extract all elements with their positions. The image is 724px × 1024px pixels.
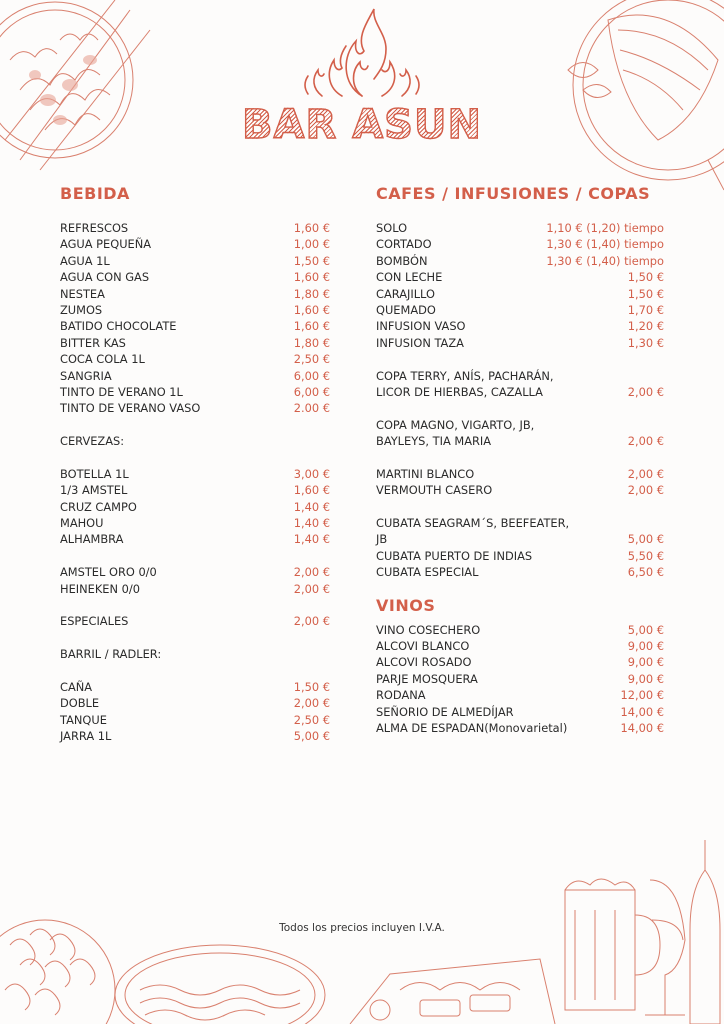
item-name: ALCOVI ROSADO xyxy=(376,655,472,670)
menu-row xyxy=(60,679,330,695)
item-price: 1,30 € (1,40) tiempo xyxy=(546,237,664,252)
item-name: SOLO xyxy=(376,221,408,235)
item-name: CUBATA ESPECIAL xyxy=(376,565,479,580)
item-price: 1,60 € xyxy=(293,483,330,498)
item-name: NESTEA xyxy=(60,286,105,301)
item-name: AMSTEL ORO 0/0 xyxy=(60,565,157,580)
menu-row xyxy=(376,368,664,384)
brand-name: BAR ASUN xyxy=(242,102,482,148)
seafood-illustration xyxy=(0,895,120,1024)
menu-row xyxy=(376,433,664,449)
item-name: 1/3 AMSTEL xyxy=(60,483,128,498)
bebida-list xyxy=(60,220,330,745)
menu-row xyxy=(60,449,330,465)
item-price: 1,00 € xyxy=(293,237,330,252)
item-price: 14,00 € xyxy=(620,720,664,735)
item-name: MARTINI BLANCO xyxy=(376,466,475,481)
item-name: HEINEKEN 0/0 xyxy=(60,581,140,596)
item-name: SANGRIA xyxy=(60,368,112,383)
menu-row xyxy=(376,417,664,433)
menu-row xyxy=(60,712,330,728)
item-name: VINO COSECHERO xyxy=(376,622,481,637)
menu-row xyxy=(60,335,330,351)
menu-row xyxy=(60,253,330,269)
item-price: 1,30 € xyxy=(627,335,664,350)
item-price: 6,00 € xyxy=(293,384,330,399)
fish-plate-illustration xyxy=(548,0,724,195)
item-name: JB xyxy=(376,532,388,547)
item-name: AGUA CON GAS xyxy=(60,270,150,285)
item-price: 5,00 € xyxy=(627,532,664,547)
item-price: 1,50 € xyxy=(293,253,330,268)
item-price: 1,40 € xyxy=(293,532,330,547)
cafes-title: CAFES / INFUSIONES / COPAS xyxy=(376,184,651,203)
item-price: 1,20 € xyxy=(627,319,664,334)
item-name: BARRIL / RADLER: xyxy=(60,647,162,662)
menu-row xyxy=(60,531,330,547)
cafes-list xyxy=(376,220,664,581)
menu-row xyxy=(60,466,330,482)
item-price xyxy=(604,499,664,515)
item-price: 5,00 € xyxy=(293,729,330,744)
vinos-list xyxy=(376,622,664,737)
menu-row xyxy=(60,433,330,449)
item-name: CUBATA PUERTO DE INDIAS xyxy=(376,548,533,563)
vinos-section xyxy=(376,595,664,737)
menu-row xyxy=(60,417,330,433)
menu-row xyxy=(376,548,664,564)
item-price xyxy=(604,368,664,384)
menu-row xyxy=(376,220,664,236)
menu-row xyxy=(376,253,664,269)
item-name: RODANA xyxy=(376,688,426,703)
item-name: CRUZ CAMPO xyxy=(60,499,137,514)
menu-row xyxy=(376,515,664,531)
item-price: 9,00 € xyxy=(627,655,664,670)
menu-row xyxy=(376,704,664,720)
menu-row xyxy=(376,384,664,400)
menu-row xyxy=(376,482,664,498)
menu-row xyxy=(60,351,330,367)
item-name: COCA COLA 1L xyxy=(60,352,145,367)
item-price: 1,80 € xyxy=(293,335,330,350)
menu-row xyxy=(60,663,330,679)
item-price xyxy=(604,449,664,465)
menu-row xyxy=(60,630,330,646)
item-price: 9,00 € xyxy=(627,671,664,686)
item-name: TANQUE xyxy=(60,712,107,727)
item-price: 1,40 € xyxy=(293,516,330,531)
menu-row xyxy=(376,449,664,465)
item-price: 2.00 € xyxy=(293,401,330,416)
item-price xyxy=(604,351,664,367)
item-price: 2,00 € xyxy=(627,483,664,498)
menu-row xyxy=(60,695,330,711)
item-price: 2,00 € xyxy=(293,614,330,629)
item-name: CORTADO xyxy=(376,237,432,252)
menu-row xyxy=(376,720,664,736)
item-name: PARJE MOSQUERA xyxy=(376,671,478,686)
menu-row xyxy=(60,482,330,498)
menu-row xyxy=(376,269,664,285)
item-name: VERMOUTH CASERO xyxy=(376,483,493,498)
menu-row xyxy=(60,302,330,318)
item-price: 2,00 € xyxy=(293,565,330,580)
item-price: 2,00 € xyxy=(293,696,330,711)
menu-row xyxy=(376,236,664,252)
item-price: 1,60 € xyxy=(293,319,330,334)
item-price: 1,30 € (1,40) tiempo xyxy=(546,253,664,268)
item-name: COPA TERRY, ANÍS, PACHARÁN, xyxy=(376,368,554,383)
menu-row xyxy=(376,531,664,547)
item-price: 1,10 € (1,20) tiempo xyxy=(546,221,664,235)
menu-row xyxy=(60,581,330,597)
vinos-title: VINOS xyxy=(376,595,436,615)
item-name: REFRESCOS xyxy=(60,221,129,235)
item-price: 3,00 € xyxy=(293,466,330,481)
item-name: BATIDO CHOCOLATE xyxy=(60,319,177,334)
item-price: 1,50 € xyxy=(627,286,664,301)
item-price: 2,50 € xyxy=(293,712,330,727)
item-price: 1,50 € xyxy=(293,679,330,694)
skewers-illustration xyxy=(0,0,160,175)
item-name: BOMBÓN xyxy=(376,253,428,268)
menu-row xyxy=(60,400,330,416)
item-name: BAYLEYS, TIA MARIA xyxy=(376,434,492,449)
menu-row xyxy=(60,220,330,236)
item-name: DOBLE xyxy=(60,696,100,711)
item-price: 14,00 € xyxy=(620,704,664,719)
item-price: 2,00 € xyxy=(627,466,664,481)
item-name: JARRA 1L xyxy=(60,729,112,744)
item-price: 1,60 € xyxy=(293,221,330,235)
item-name: MAHOU xyxy=(60,516,104,531)
menu-row xyxy=(376,638,664,654)
item-price: 12,00 € xyxy=(620,688,664,703)
menu-row xyxy=(376,335,664,351)
menu-row xyxy=(376,499,664,515)
vat-footnote: Todos los precios incluyen I.V.A. xyxy=(279,922,445,934)
item-name: INFUSION VASO xyxy=(376,319,466,334)
menu-row xyxy=(60,286,330,302)
item-name: SEÑORIO DE ALMEDÍJAR xyxy=(376,704,514,719)
menu-row xyxy=(376,286,664,302)
menu-row xyxy=(376,351,664,367)
item-name: ESPECIALES xyxy=(60,614,129,629)
item-name: CUBATA SEAGRAM´S, BEEFEATER, xyxy=(376,516,570,531)
item-price: 1,70 € xyxy=(627,302,664,317)
item-name: CERVEZAS: xyxy=(60,434,125,449)
item-price: 1,60 € xyxy=(293,302,330,317)
cafes-section xyxy=(376,183,664,736)
item-name: ALHAMBRA xyxy=(60,532,124,547)
item-price: 1,60 € xyxy=(293,270,330,285)
menu-row xyxy=(60,646,330,662)
menu-row xyxy=(376,466,664,482)
flame-logo-icon xyxy=(298,6,426,98)
menu-row xyxy=(376,564,664,580)
menu-row xyxy=(60,318,330,334)
item-price: 5,50 € xyxy=(627,548,664,563)
tapas-board-illustration xyxy=(340,950,560,1024)
bacon-plate-illustration xyxy=(115,935,335,1024)
menu-row xyxy=(60,728,330,744)
menu-row xyxy=(60,515,330,531)
menu-row xyxy=(376,302,664,318)
item-name: ALCOVI BLANCO xyxy=(376,638,470,653)
item-name: TINTO DE VERANO VASO xyxy=(60,401,201,416)
item-price xyxy=(604,515,664,531)
item-name: CON LECHE xyxy=(376,270,443,285)
menu-row xyxy=(376,671,664,687)
menu-row xyxy=(376,622,664,638)
bebida-section xyxy=(60,183,330,745)
item-price: 9,00 € xyxy=(627,638,664,653)
item-price: 2,00 € xyxy=(627,384,664,399)
item-name: BITTER KAS xyxy=(60,335,126,350)
item-price: 1,50 € xyxy=(627,270,664,285)
item-name: ALMA DE ESPADAN(Monovarietal) xyxy=(376,720,568,735)
item-price: 1,80 € xyxy=(293,286,330,301)
menu-row xyxy=(60,613,330,629)
menu-row xyxy=(60,548,330,564)
item-price: 2,00 € xyxy=(293,581,330,596)
menu-row xyxy=(60,269,330,285)
item-name: CARAJILLO xyxy=(376,286,435,301)
menu-row xyxy=(60,384,330,400)
item-name: CAÑA xyxy=(60,679,93,694)
menu-row xyxy=(60,236,330,252)
menu-row xyxy=(60,597,330,613)
item-name: QUEMADO xyxy=(376,302,436,317)
menu-row xyxy=(376,687,664,703)
item-price: 6,50 € xyxy=(627,565,664,580)
menu-row xyxy=(376,654,664,670)
item-price xyxy=(604,400,664,416)
item-name: BOTELLA 1L xyxy=(60,466,129,481)
item-price: 2,00 € xyxy=(627,434,664,449)
menu-row xyxy=(376,400,664,416)
item-name: AGUA PEQUEÑA xyxy=(60,237,152,252)
menu-row xyxy=(60,499,330,515)
item-name: INFUSION TAZA xyxy=(376,335,464,350)
menu-row xyxy=(376,318,664,334)
item-name: TINTO DE VERANO 1L xyxy=(60,384,183,399)
item-price: 1,40 € xyxy=(293,499,330,514)
item-price xyxy=(604,417,664,433)
item-price: 6,00 € xyxy=(293,368,330,383)
item-name: ZUMOS xyxy=(60,302,103,317)
menu-row xyxy=(60,564,330,580)
item-price: 2,50 € xyxy=(293,352,330,367)
bebida-title: BEBIDA xyxy=(60,184,130,203)
item-name: COPA MAGNO, VIGARTO, JB, xyxy=(376,417,535,432)
brand-title xyxy=(0,102,724,148)
menu-row xyxy=(60,368,330,384)
item-name: LICOR DE HIERBAS, CAZALLA xyxy=(376,384,543,399)
item-name: AGUA 1L xyxy=(60,253,110,268)
item-price: 5,00 € xyxy=(627,622,664,637)
